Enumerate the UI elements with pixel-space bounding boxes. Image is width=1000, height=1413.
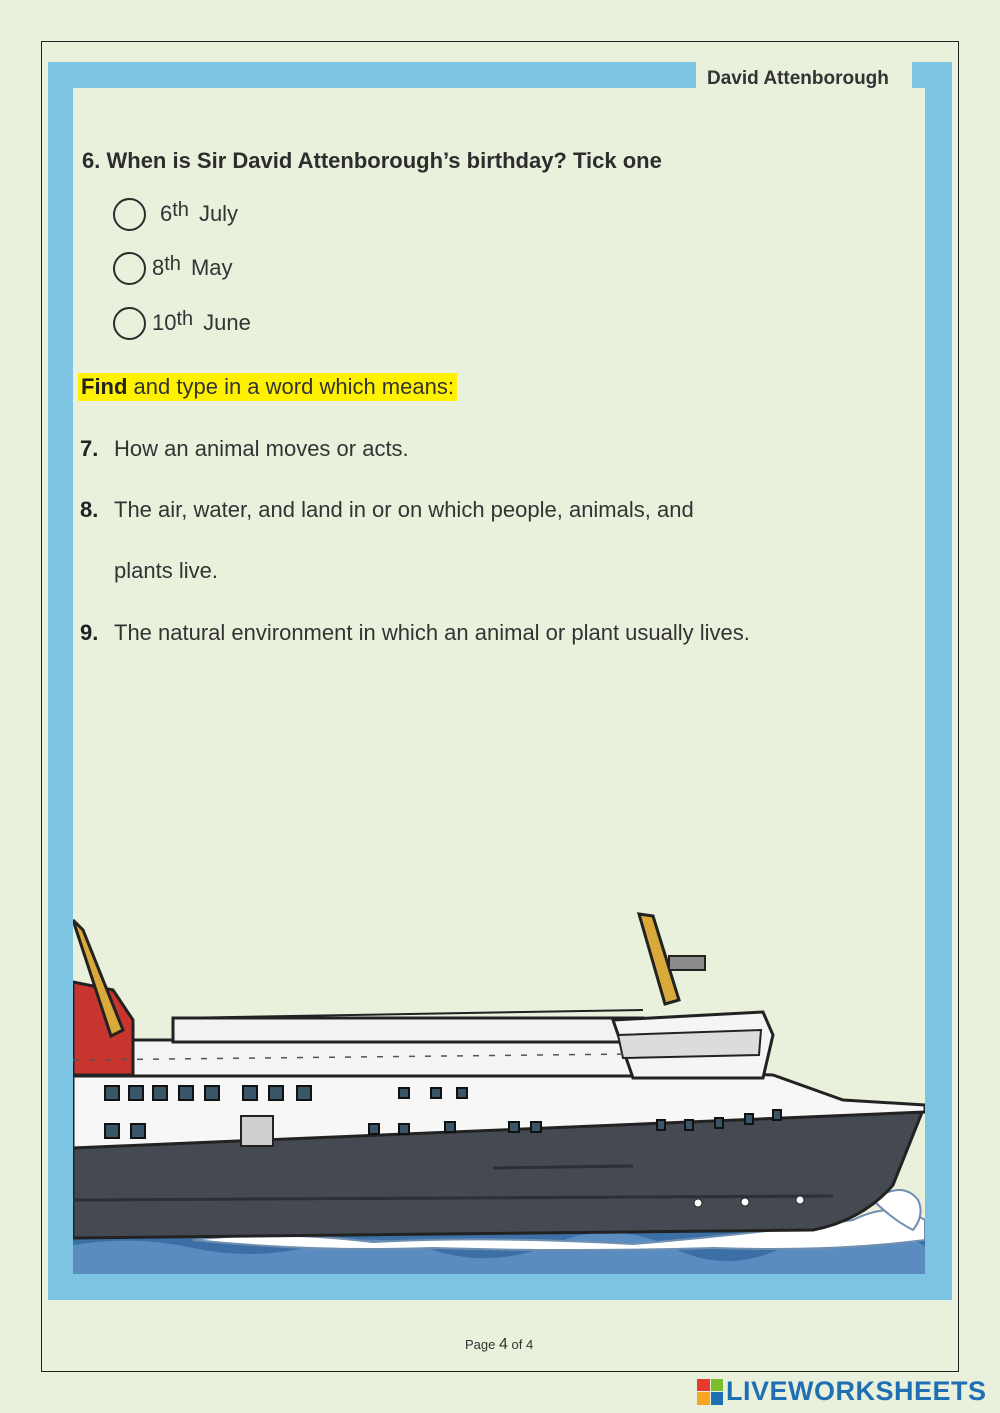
option-day: 6 — [160, 201, 173, 226]
question-8 — [80, 497, 694, 523]
footer-prefix: Page — [465, 1337, 499, 1352]
radio-button[interactable] — [113, 198, 146, 231]
option-8th-may[interactable] — [113, 248, 233, 288]
option-6th-july[interactable] — [113, 194, 238, 234]
footer-total: 4 — [525, 1337, 534, 1352]
instruction-text: and type in a word which means: — [127, 374, 454, 399]
brand-name: LIVEWORKSHEETS — [726, 1376, 987, 1406]
border-top — [48, 62, 696, 88]
liveworksheets-brand[interactable] — [697, 1376, 987, 1407]
question-text: How an animal moves or acts. — [114, 436, 409, 461]
option-day: 8 — [152, 255, 165, 280]
question-9 — [80, 620, 750, 646]
option-10th-june[interactable] — [113, 303, 251, 343]
instruction-highlight — [78, 373, 457, 401]
border-bottom — [48, 1274, 952, 1300]
question-number: 9. — [80, 620, 99, 645]
question-text: The natural environment in which an animal or plant usually lives. — [114, 620, 750, 645]
option-suffix: th — [164, 252, 181, 275]
option-month: June — [203, 310, 251, 335]
radio-button[interactable] — [113, 252, 146, 285]
question-number: 7. — [80, 436, 99, 461]
question-7 — [80, 436, 409, 462]
footer-sep: of — [507, 1337, 526, 1352]
question-text: The air, water, and land in or on which people, animals, and — [114, 497, 694, 522]
option-month: July — [198, 201, 239, 226]
question-6-number: 6. — [82, 148, 101, 173]
border-right — [925, 62, 952, 1300]
question-6-text: When is Sir David Attenborough’s birthday? Tick one — [106, 148, 662, 173]
radio-button[interactable] — [113, 307, 146, 340]
option-month: May — [190, 255, 233, 280]
ferry-ship-illustration — [73, 900, 925, 1274]
page-footer — [465, 1336, 533, 1354]
border-left — [48, 62, 73, 1300]
question-8-continuation: plants live. — [114, 558, 218, 583]
footer-page: 4 — [498, 1336, 508, 1353]
option-suffix: th — [176, 307, 194, 330]
question-6 — [82, 148, 662, 174]
liveworksheets-logo-icon — [697, 1379, 723, 1405]
instruction-bold: Find — [81, 374, 128, 399]
header-title: David Attenborough — [707, 68, 889, 89]
option-day: 10 — [152, 310, 177, 335]
question-number: 8. — [80, 497, 99, 522]
option-suffix: th — [172, 198, 189, 221]
